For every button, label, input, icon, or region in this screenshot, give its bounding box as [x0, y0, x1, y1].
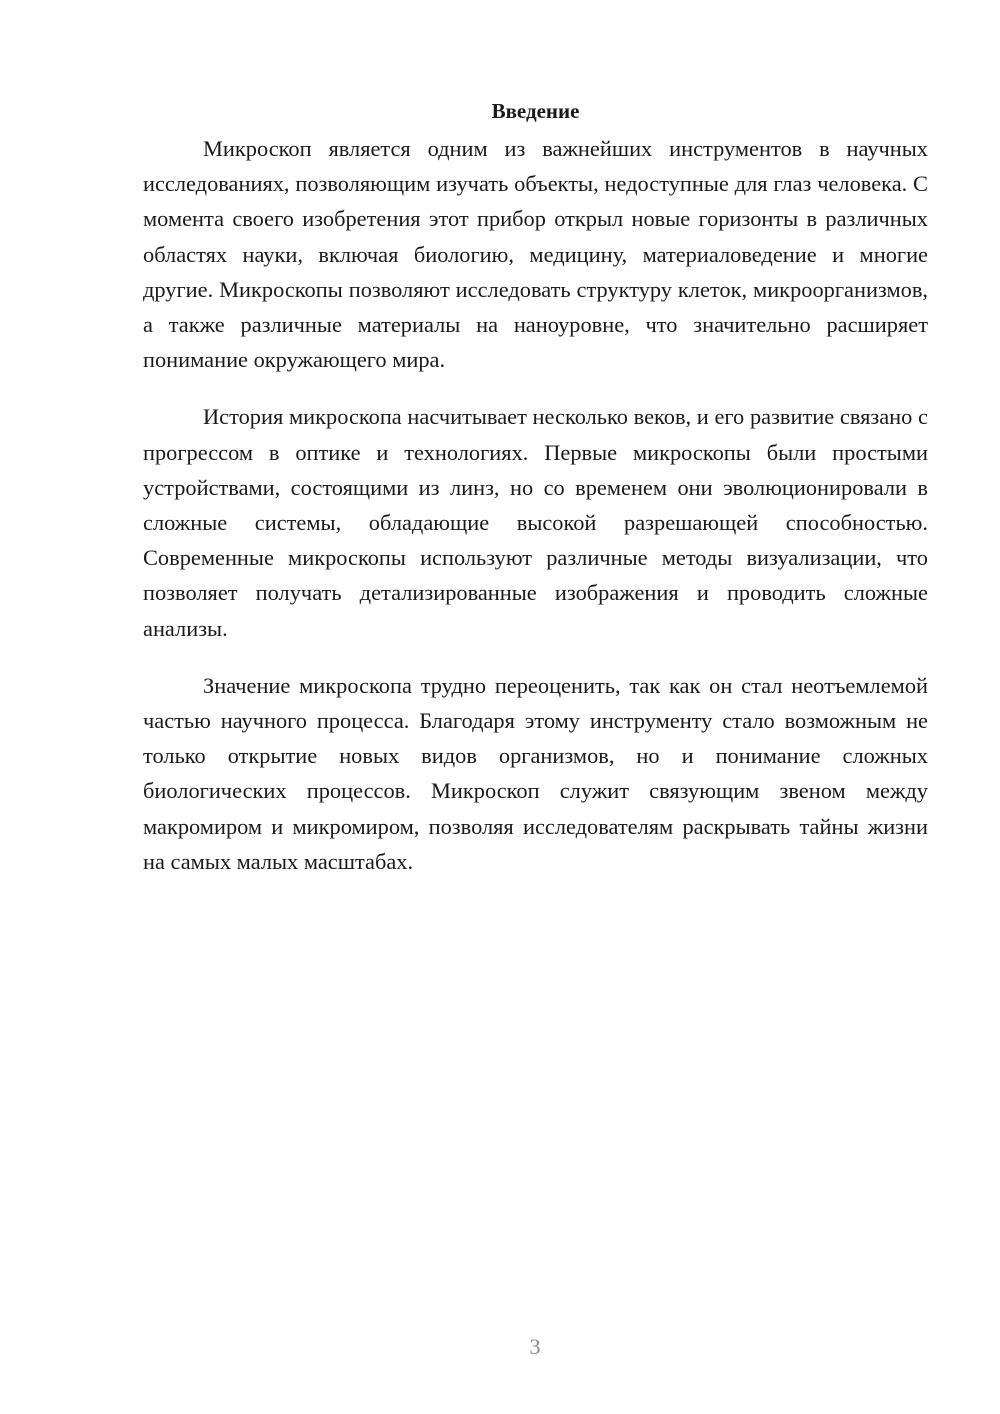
page-number: 3: [529, 1334, 541, 1359]
page-content: [143, 96, 928, 901]
paragraph-2: История микроскопа насчитывает несколько веков, и его развитие связано с прогрессом в оптике и технологиях. Первые микроскопы были простыми устройствами, состоящими из линз, но со временем они эволюционировали в сложные системы, обладающие высокой разрешающей способностью. Современные микроскопы используют различные методы визуализации, что позволяет получать детализированные изображения и проводить сложные анализы.: [143, 404, 928, 641]
section-heading: Введение: [491, 99, 580, 123]
paragraph-1: Микроскоп является одним из важнейших инструментов в научных исследованиях, позволяющим изучать объекты, недоступные для глаз человека. С момента своего изобретения этот прибор открыл новые горизонты в различных областях науки, включая биологию, медицину, материаловедение и многие другие. Микроскопы позволяют исследовать структуру клеток, микроорганизмов, а также различные материалы на наноуровне, что значительно расширяет понимание окружающего мира.: [143, 136, 928, 373]
paragraph-3: Значение микроскопа трудно переоценить, так как он стал неотъемлемой частью научного процесса. Благодаря этому инструменту стало возможным не только открытие новых видов организмов, но и понимание сложных биологических процессов. Микроскоп служит связующим звеном между макромиром и микромиром, позволяя исследователям раскрывать тайны жизни на самых малых масштабах.: [143, 672, 928, 874]
